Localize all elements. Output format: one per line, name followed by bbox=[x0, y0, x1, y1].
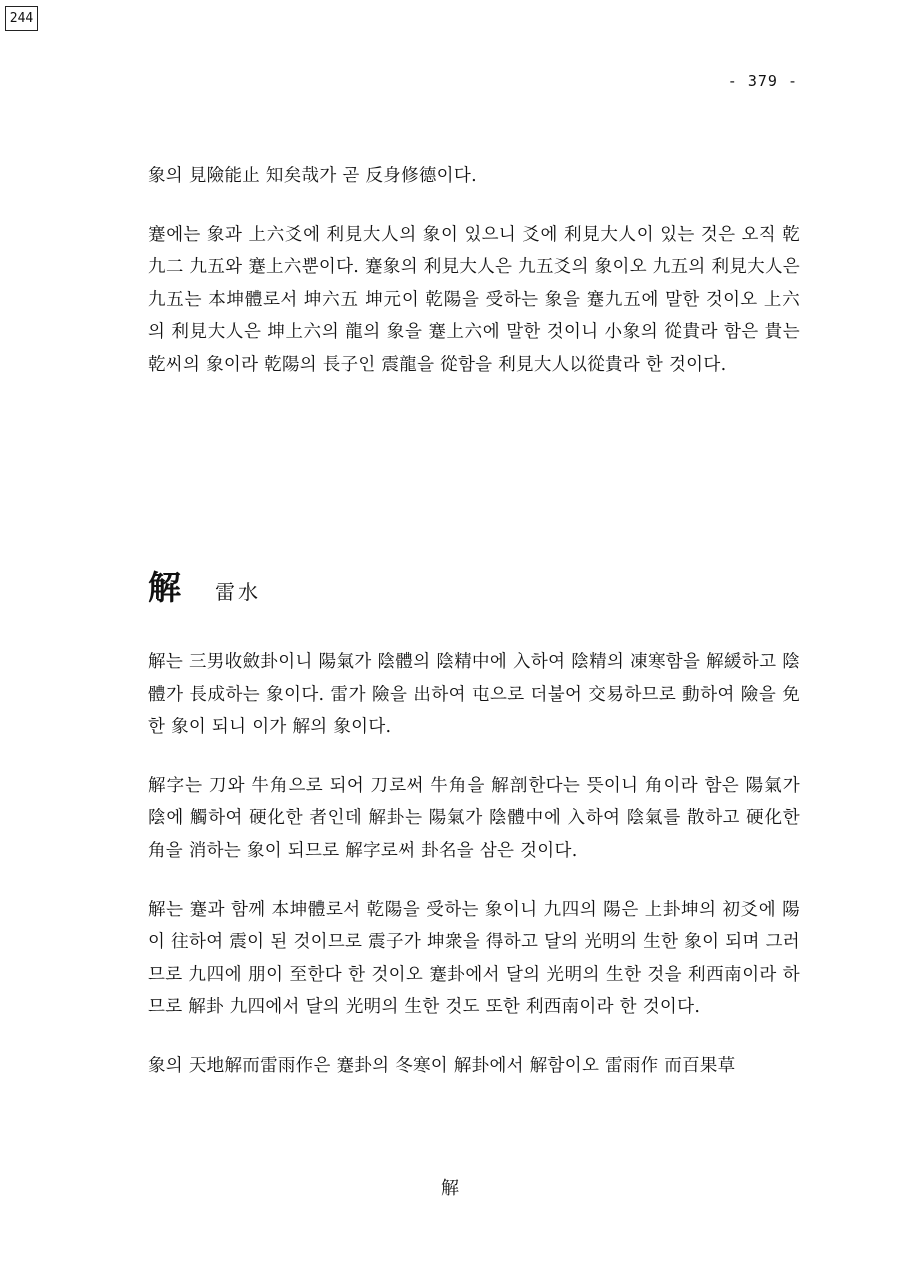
paragraph: 解는 蹇과 함께 本坤體로서 乾陽을 受하는 象이니 九四의 陽은 上卦坤의 初爻에 陽이 往하여 震이 된 것이므로 震子가 坤衆을 得하고 달의 光明의 生한 象이 되며 그러므로 九四에 朋이 至한다 한 것이오 蹇卦에서 달의 光明의 生한 것을 利西南이라 하므로 解卦 九四에서 달의 光明의 生한 것도 또한 利西南이라 한 것이다. bbox=[148, 899, 800, 1018]
paragraph: 解字는 刀와 牛角으로 되어 刀로써 牛角을 解剖한다는 뜻이니 角이라 함은 陽氣가 陰에 觸하여 硬化한 者인데 解卦는 陽氣가 陰體中에 入하여 陰氣를 散하고 硬化한 角을 消하는 象이 되므로 解字로써 卦名을 삼은 것이다. bbox=[148, 775, 800, 861]
paragraph: 蹇에는 象과 上六爻에 利見大人의 象이 있으니 爻에 利見大人이 있는 것은 오직 乾九二 九五와 蹇上六뿐이다. 蹇象의 利見大人은 九五爻의 象이오 九五의 利見大人은 九五는 本坤體로서 坤六五 坤元이 乾陽을 受하는 象을 蹇九五에 말한 것이오 上六의 利見大人은 坤上六의 龍의 象을 蹇上六에 말한 것이니 小象의 從貴라 함은 貴는 乾씨의 象이라 乾陽의 長子인 震龍을 從함을 利見大人以從貴라 한 것이다. bbox=[148, 224, 800, 375]
footer-label: 解 bbox=[441, 1178, 459, 1199]
paragraph: 解는 三男收斂卦이니 陽氣가 陰體의 陰精中에 入하여 陰精의 凍寒함을 解緩하고 陰體가 長成하는 象이다. 雷가 險을 出하여 屯으로 더불어 交易하므로 動하여 險을 免한 象이 되니 이가 解의 象이다. bbox=[148, 652, 800, 738]
paragraph: 象의 天地解而雷雨作은 蹇卦의 冬寒이 解卦에서 解함이오 雷雨作 而百果草 bbox=[148, 1055, 736, 1076]
section-gen-text bbox=[148, 160, 800, 382]
section-hae-text bbox=[148, 646, 800, 1083]
hexagram-subtitle: 雷水 bbox=[215, 580, 261, 604]
hexagram-title: 解 bbox=[148, 568, 181, 607]
page-box-number: 244 bbox=[5, 6, 38, 31]
page-number: - 379 - bbox=[727, 72, 798, 90]
section-heading bbox=[148, 566, 261, 610]
paragraph: 象의 見險能止 知矣哉가 곧 反身修德이다. bbox=[148, 166, 477, 186]
